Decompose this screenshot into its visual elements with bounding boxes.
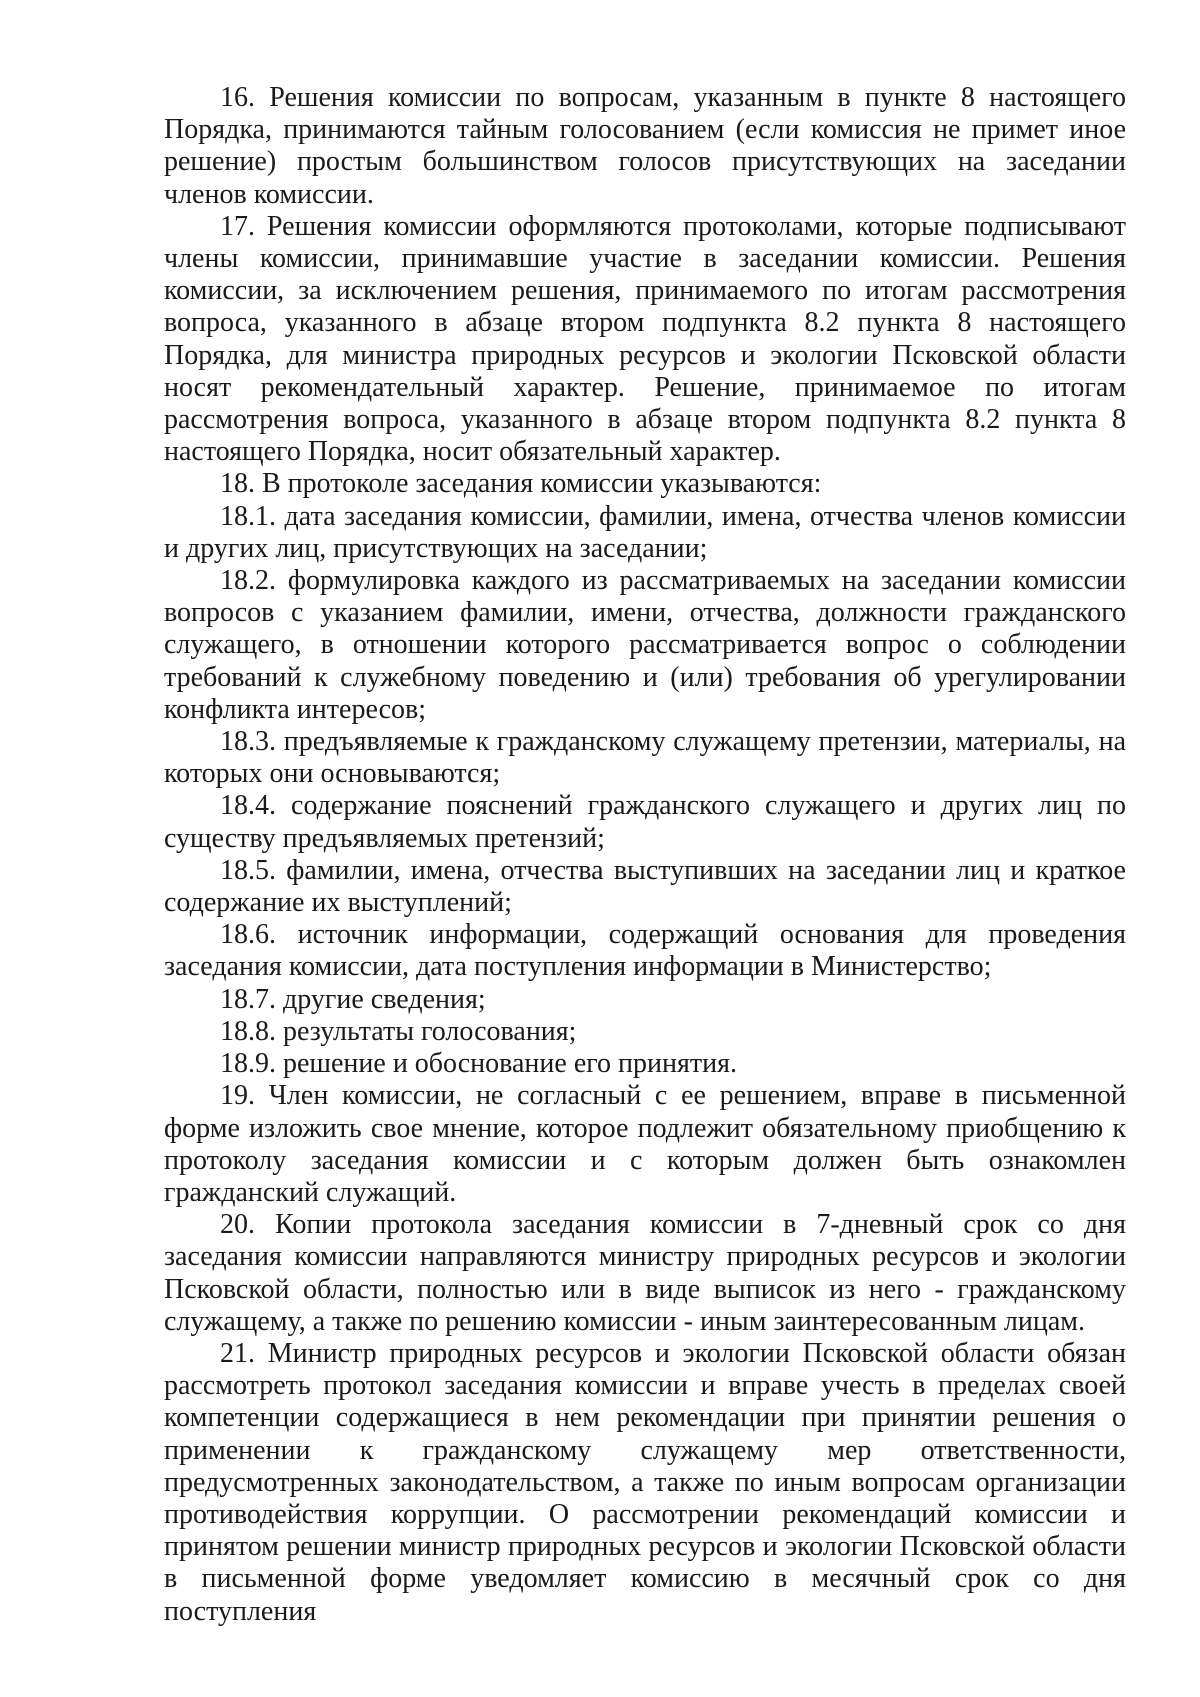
paragraph-18-6: 18.6. источник информации, содержащий основания для проведения заседания комиссии, дата поступления информации в Министерство;: [164, 919, 1126, 983]
paragraph-18-8: 18.8. результаты голосования;: [220, 1015, 577, 1047]
paragraph-18-7: 18.7. другие сведения;: [220, 983, 486, 1015]
paragraph-18-4: 18.4. содержание пояснений гражданского служащего и других лиц по существу предъявляемых претензий;: [164, 790, 1126, 854]
paragraph-18: 18. В протоколе заседания комиссии указываются:: [220, 468, 822, 500]
paragraph-18-5: 18.5. фамилии, имена, отчества выступивших на заседании лиц и краткое содержание их выступлений;: [164, 854, 1126, 919]
paragraph-18-3: 18.3. предъявляемые к гражданскому служащему претензии, материалы, на которых они основываются;: [164, 726, 1126, 790]
paragraph-21: 21. Министр природных ресурсов и экологии Псковской области обязан рассмотреть протокол заседания комиссии и вправе учесть в пределах своей компетенции содержащиеся в нем рекомендации при принятии решения о применении к гражданскому служащему мер ответственности, предусмотренных законодательством, а также по иным вопросам организации противодействия коррупции. О рассмотрении рекомендаций комиссии и принятом решении министр природных ресурсов и экологии Псковской области в письменной форме уведомляет комиссию в месячный срок со дня поступления: [164, 1337, 1126, 1627]
paragraph-18-2: 18.2. формулировка каждого из рассматриваемых на заседании комиссии вопросов с указанием фамилии, имени, отчества, должности гражданского служащего, в отношении которого рассматривается вопрос о соблюдении требований к служебному поведению и (или) требования об урегулировании конфликта интересов;: [164, 565, 1126, 725]
paragraph-18-1: 18.1. дата заседания комиссии, фамилии, имена, отчества членов комиссии и других лиц, присутствующих на заседании;: [164, 500, 1126, 564]
paragraph-20: 20. Копии протокола заседания комиссии в 7-дневный срок со дня заседания комиссии направляются министру природных ресурсов и экологии Псковской области, полностью или в виде выписок из него - гражданскому служащему, а также по решению комиссии - иным заинтересованным лицам.: [164, 1209, 1126, 1337]
paragraph-17: 17. Решения комиссии оформляются протоколами, которые подписывают члены комиссии, принимавшие участие в заседании комиссии. Решения комиссии, за исключением решения, принимаемого по итогам рассмотрения вопроса, указанного в абзаце втором подпункта 8.2 пункта 8 настоящего Порядка, для министра природных ресурсов и экологии Псковской области носят рекомендательный характер. Решение, принимаемое по итогам рассмотрения вопроса, указанного в абзаце втором подпункта 8.2 пункта 8 настоящего Порядка, носит обязательный характер.: [164, 210, 1126, 468]
paragraph-18-9: 18.9. решение и обоснование его принятия.: [220, 1048, 737, 1080]
paragraph-16: 16. Решения комиссии по вопросам, указанным в пункте 8 настоящего Порядка, принимаются тайным голосованием (если комиссия не примет иное решение) простым большинством голосов присутствующих на заседании членов комиссии.: [164, 82, 1126, 210]
paragraph-19: 19. Член комиссии, не согласный с ее решением, вправе в письменной форме изложить свое мнение, которое подлежит обязательному приобщению к протоколу заседания комиссии и с которым должен быть ознакомлен гражданский служащий.: [164, 1080, 1126, 1208]
document-body: [164, 82, 1126, 1628]
